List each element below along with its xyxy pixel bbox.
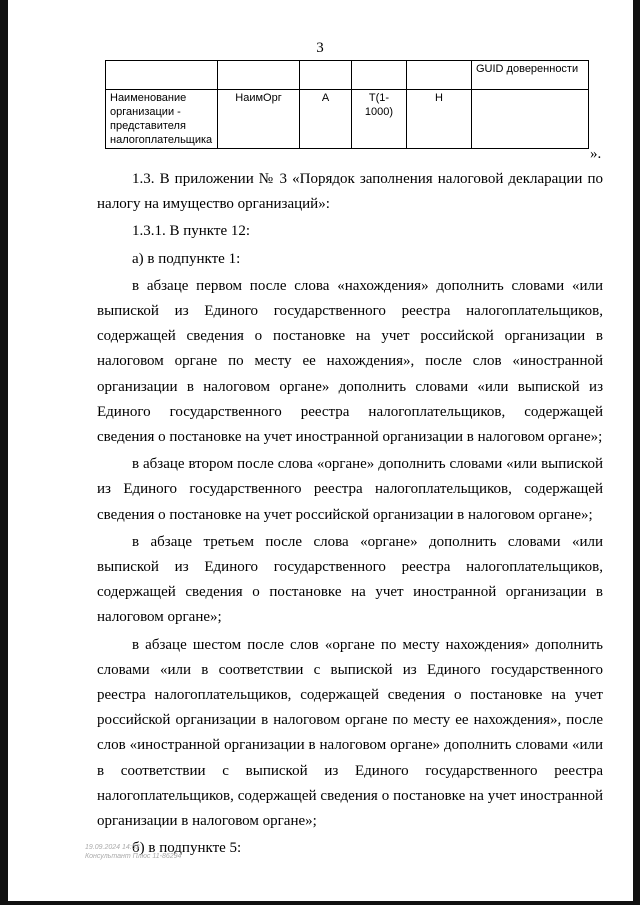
body-text: [97, 167, 603, 863]
table-cell: [352, 61, 407, 90]
paragraph: 1.3. В приложении № 3 «Порядок заполнения налоговой декларации по налогу на имущество организаций»:: [97, 171, 603, 213]
stamp-line: Консультант Плюс 11-86294: [85, 853, 182, 860]
paragraph: 1.3.1. В пункте 12:: [132, 223, 251, 240]
table-cell-name: Наименование организации - представителя налогоплательщика: [106, 90, 218, 149]
table-cell: [300, 61, 352, 90]
paragraph: в абзаце шестом после слов «органе по месту нахождения» дополнить словами «или в соответствии с выпиской из Единого государственного реестра налогоплательщиков, содержащей сведения о постановке на учет российской организации в налоговом органе по месту ее нахождения», после слов «иностранной организации в налоговом органе» дополнить словами «или в соответствии с выпиской из Единого государственного реестра налогоплательщиков, содержащей сведения о постановке на учет иностранной организации в налоговом органе»;: [97, 636, 603, 830]
paragraph: б) в подпункте 5:: [132, 840, 242, 857]
fields-table: [105, 60, 589, 149]
table-row: [106, 90, 589, 149]
scan-left-edge: [0, 0, 8, 905]
table-cell-code: НаимОрг: [218, 90, 300, 149]
scan-right-edge: [633, 0, 640, 905]
table-cell-guid: GUID доверенности: [472, 61, 589, 90]
table-cell: [106, 61, 218, 90]
table-cell-required: Н: [407, 90, 472, 149]
paragraph: в абзаце первом после слова «нахождения» дополнить словами «или выпиской из Единого государственного реестра налогоплательщиков, содержащей сведения о постановке на учет российской организации в налоговом органе по месту ее нахождения», после слов «иностранной организации в налоговом органе» дополнить словами «или выпиской из Единого государственного реестра налогоплательщиков, содержащей сведения о постановке на учет иностранной организации в налоговом органе»;: [97, 277, 603, 446]
table-row: [106, 61, 589, 90]
page-number: 3: [316, 40, 324, 56]
paragraph: а) в подпункте 1:: [132, 250, 241, 267]
table-cell: [472, 90, 589, 149]
table-cell: [218, 61, 300, 90]
table-cell: [407, 61, 472, 90]
scan-bottom-edge: [0, 901, 640, 905]
stamp-line: 19.09.2024 14:53: [85, 844, 140, 851]
table-cell-format: Т(1-1000): [352, 90, 407, 149]
table-cell-attr: А: [300, 90, 352, 149]
closing-quote: ».: [590, 146, 602, 162]
paragraph: в абзаце втором после слова «органе» дополнить словами «или выпиской из Единого государственного реестра налогоплательщиков, содержащей сведения о постановке на учет российской организации в налоговом органе»;: [97, 456, 603, 523]
print-stamp: [85, 843, 181, 861]
paragraph: в абзаце третьем после слова «органе» дополнить словами «или выпиской из Единого государственного реестра налогоплательщиков, содержащей сведения о постановке на учет иностранной организации в налоговом органе»;: [97, 533, 603, 626]
